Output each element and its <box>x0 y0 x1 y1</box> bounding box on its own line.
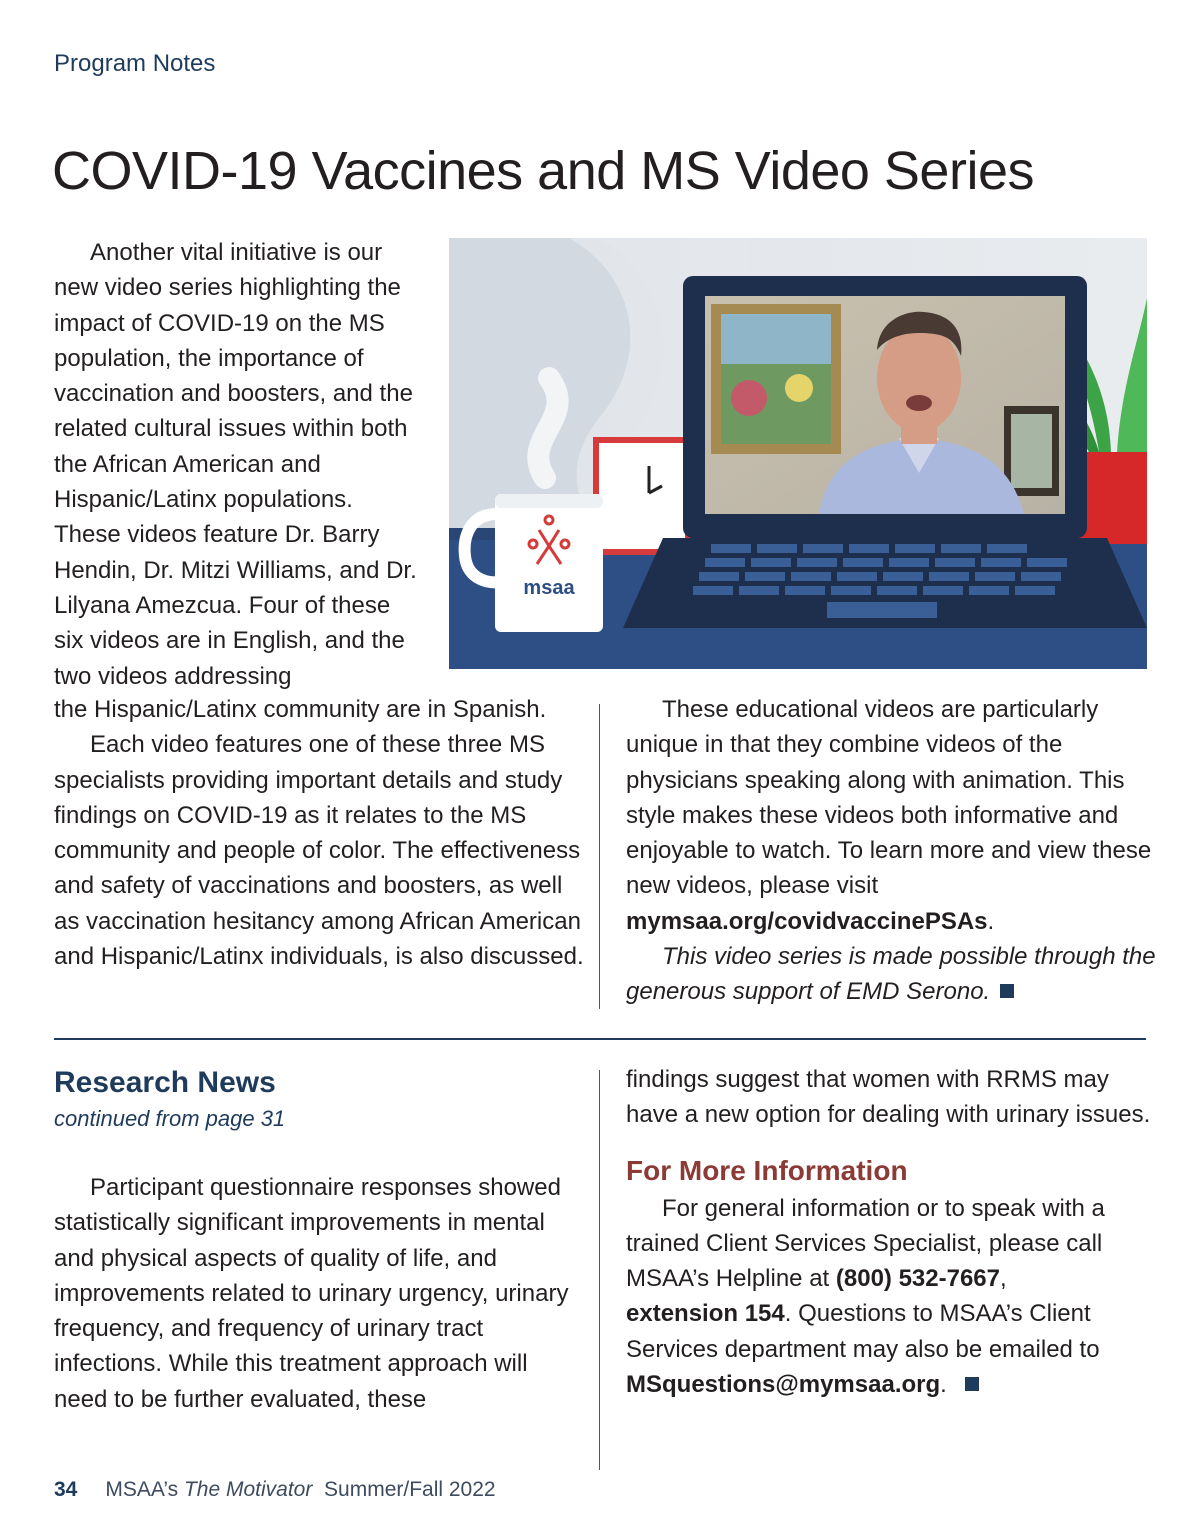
research-column-right <box>626 1062 1156 1402</box>
page-footer <box>54 1478 496 1502</box>
research-continued-note: continued from page 31 <box>54 1106 286 1131</box>
publication-name: The Motivator <box>183 1478 313 1501</box>
article-title: COVID-19 Vaccines and MS Video Series <box>52 141 1034 201</box>
page-number: 34 <box>54 1478 78 1501</box>
article-paragraph-3-text: These educational videos are particularly unique in that they combine videos of the physicians speaking along with animation. This style makes these videos both informative and enjoyable to watch. To learn more and view these new videos, please visit <box>626 696 1152 900</box>
section-label: Program Notes <box>54 50 216 77</box>
column-divider-top <box>599 704 600 1009</box>
laptop-video-image <box>449 238 1147 669</box>
section-divider <box>54 1038 1146 1040</box>
research-news-heading: Research News <box>54 1066 276 1099</box>
publication-prefix: MSAA’s <box>105 1478 179 1501</box>
helpline-extension: extension 154 <box>626 1300 785 1328</box>
article-column-intro <box>54 235 424 694</box>
issue-date: Summer/Fall 2022 <box>324 1478 496 1501</box>
end-mark-icon-2 <box>965 1377 979 1391</box>
article-paragraph-3-period: . <box>987 907 995 935</box>
email-link[interactable]: MSquestions@mymsaa.org <box>626 1371 941 1399</box>
more-info-comma: , <box>1000 1265 1007 1293</box>
helpline-phone[interactable]: (800) 532-7667 <box>835 1265 1000 1293</box>
research-paragraph-1: Participant questionnaire responses showed statistically significant improvements in mental and physical aspects of quality of life, and improvements related to urinary urgency, urinary frequency, and frequency of urinary tract infections. While this treatment approach will need to be further evaluated, these <box>54 1174 569 1413</box>
column-divider-bottom <box>599 1070 600 1470</box>
research-paragraph-2: findings suggest that women with RRMS may have a new option for dealing with urinary issues. <box>626 1066 1151 1129</box>
article-column-left <box>54 692 584 974</box>
article-paragraph-3 <box>626 692 1156 939</box>
more-info-period: . <box>940 1371 947 1399</box>
more-info-paragraph <box>626 1191 1156 1403</box>
article-paragraph-4 <box>626 939 1156 1010</box>
video-series-link[interactable]: mymsaa.org/covidvaccinePSAs <box>626 907 988 935</box>
more-info-text-2: . Questions to MSAA’s Client Services department may also be emailed to <box>626 1300 1100 1363</box>
mug-logo-text: msaa <box>523 577 575 599</box>
end-mark-icon <box>1000 984 1014 998</box>
sponsor-text: This video series is made possible through the generous support of EMD Serono. <box>626 943 1156 1006</box>
article-column-right <box>626 692 1156 1010</box>
article-paragraph-1-end: the Hispanic/Latinx community are in Spanish. <box>54 696 547 723</box>
article-paragraph-2: Each video features one of these three MS specialists providing important details and study findings on COVID-19 as it relates to the MS community and people of color. The effectiveness and safety of vaccinations and boosters, as well as vaccination hesitancy among African American and Hispanic/Latinx individuals, is also discussed. <box>54 731 584 971</box>
article-paragraph-1: Another vital initiative is our new video series highlighting the impact of COVID-19 on the MS population, the importance of vaccination and boosters, and the related cultural issues within both the African American and Hispanic/Latinx populations. These videos feature Dr. Barry Hendin, Dr. Mitzi Williams, and Dr. Lilyana Amezcua. Four of these six videos are in English, and the two videos addressing <box>54 239 417 690</box>
research-column-left <box>54 1170 584 1417</box>
more-info-text-1: For general information or to speak with a trained Client Services Specialist, please call MSAA’s Helpline at <box>626 1194 1105 1293</box>
more-info-heading: For More Information <box>626 1154 908 1186</box>
video-call-illustration <box>449 238 1147 669</box>
